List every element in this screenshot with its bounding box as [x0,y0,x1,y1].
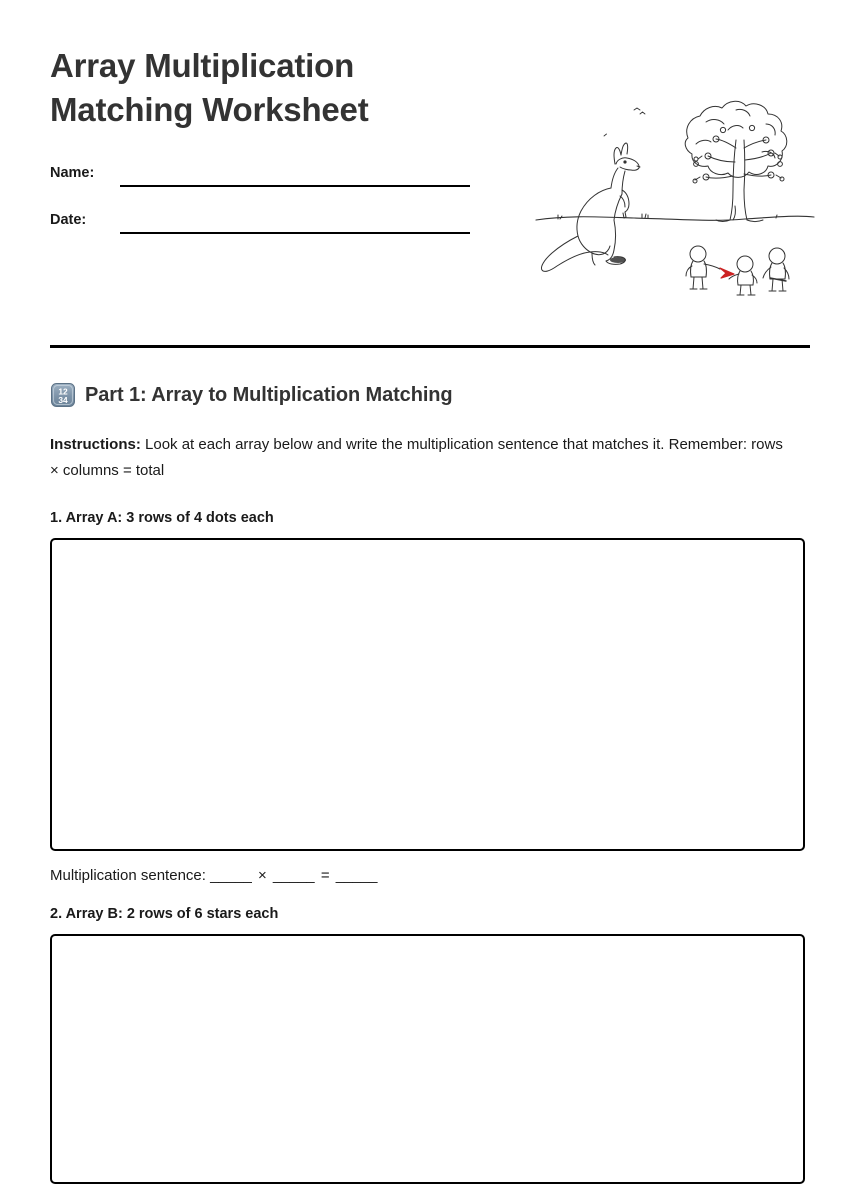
sentence-prefix: Multiplication sentence: [50,866,206,884]
header-divider [50,345,810,348]
problem-2-label: 2. Array B: 2 rows of 6 stars each [50,905,279,922]
problem-1-answer-box[interactable] [50,538,805,851]
blank-factor-1[interactable]: _____ [210,866,252,884]
problem-1 [50,510,810,884]
blank-factor-2[interactable]: _____ [272,866,315,884]
problem-2 [50,906,810,1184]
problem-2-answer-box[interactable] [50,934,805,1184]
date-field-row [50,200,470,234]
date-field-rule[interactable] [120,231,470,234]
children-figures [686,246,789,295]
date-field-label: Date: [50,212,87,229]
page-title-line-2: Matching Worksheet [50,90,369,128]
name-field-label: Name: [50,165,95,182]
instructions-text [50,432,795,484]
name-field-row [50,153,470,187]
blank-product[interactable]: _____ [335,866,378,884]
kangaroo-tree-children-illustration [530,78,820,310]
name-field-rule[interactable] [120,184,470,187]
eucalyptus-tree [685,101,787,221]
student-fields [50,153,470,234]
input-numbers-icon [50,382,76,408]
section-title: Part 1: Array to Multiplication Matching [85,383,453,406]
instructions-label: Instructions: [50,436,141,453]
equals-operator: = [320,866,330,884]
page-title [50,44,470,131]
problem-1-sentence [50,867,810,884]
svg-text:34: 34 [58,395,68,406]
instructions-body: Look at each array below and write the multiplication sentence that matches it. Remember: rows × columns = total [50,436,783,479]
page-title-line-1: Array Multiplication [50,47,355,84]
multiplication-operator: × [257,866,267,884]
problem-1-label: 1. Array A: 3 rows of 4 dots each [50,509,274,526]
kangaroo-figure [541,143,640,271]
section-heading-part-1 [50,382,810,408]
svg-text:12: 12 [58,386,68,397]
worksheet-content [50,382,810,1184]
